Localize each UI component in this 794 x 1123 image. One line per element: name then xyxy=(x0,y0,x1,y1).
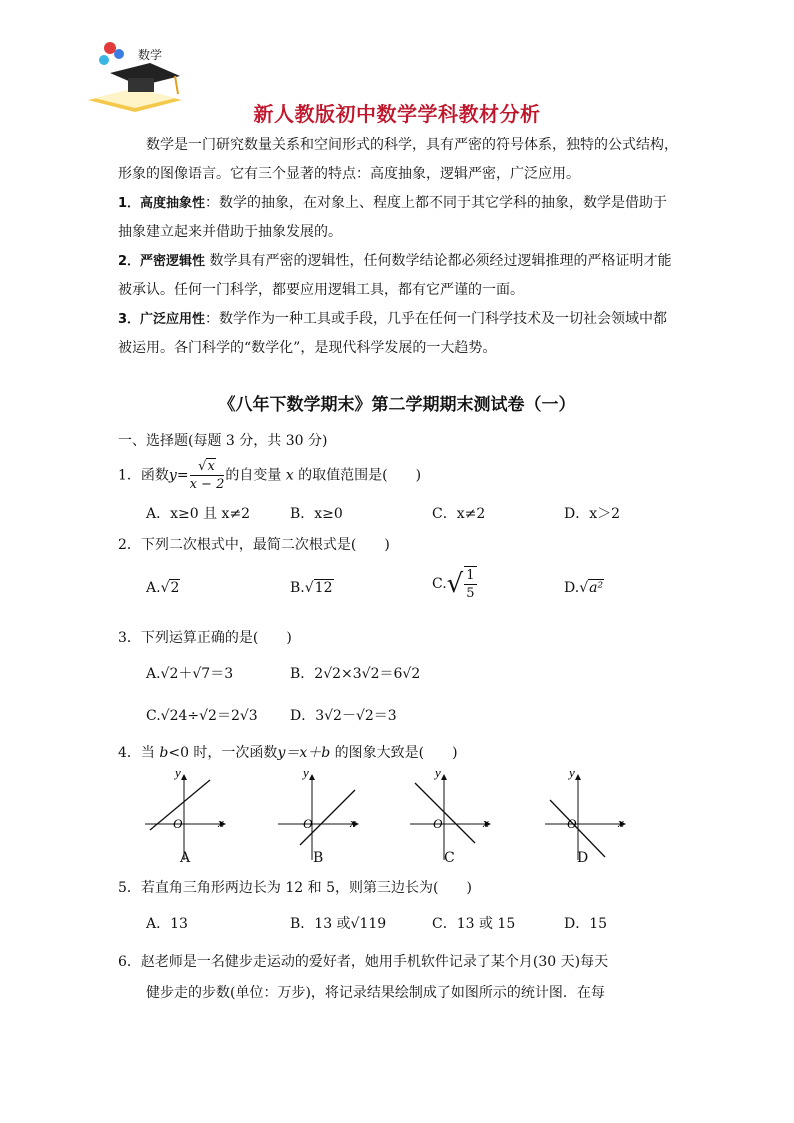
graph-label-c: C xyxy=(444,850,455,866)
feature-key: 2．严密逻辑性 xyxy=(118,254,206,269)
q-text: 4．当 xyxy=(118,745,155,761)
equation: y＝x＋b xyxy=(277,745,331,761)
intro-paragraph: 数学是一门研究数量关系和空间形式的科学，具有严密的符号体系，独特的公式结构，形象的图像语言。它有三个显著的特点：高度抽象，逻辑严密，广泛应用。 xyxy=(118,137,678,182)
q-text: 的图象大致是( ) xyxy=(334,745,458,761)
axis-x-label: x xyxy=(218,815,224,830)
graph-label-d: D xyxy=(577,850,589,866)
question-6-line1: 6．赵老师是一名健步走运动的爱好者，她用手机软件记录了某个月(30 天)每天 xyxy=(118,954,609,970)
radicand: 12 xyxy=(314,580,333,596)
fraction: $\frac{√x}{x - 2}$ xyxy=(189,459,225,492)
feature-3 xyxy=(118,305,678,363)
q-text: 的取值范围是( ) xyxy=(298,467,422,484)
axis-x-label: x xyxy=(350,815,356,830)
opt-label: A. xyxy=(146,580,161,596)
axis-x-label: x xyxy=(483,815,489,830)
question-3: 3．下列运算正确的是( ) xyxy=(118,630,292,646)
axis-x-label: x xyxy=(618,815,624,830)
axis-y-label: y xyxy=(175,765,181,780)
q-text: 函数 xyxy=(140,467,169,484)
q-number: 1． xyxy=(118,467,141,484)
question-1 xyxy=(118,458,421,493)
q2-option-a: A.√2 xyxy=(146,580,180,596)
q5-option-b: B．13 或√119 xyxy=(290,916,387,932)
opt-label: D. xyxy=(564,580,580,596)
graph-d xyxy=(545,765,625,860)
feature-text: 数学的抽象，在对象上、程度上都不同于其它学科的抽象，数学是借助于抽象建立起来并借助于抽象发展的。 xyxy=(118,195,668,240)
q1-option-c: C．x≠2 xyxy=(432,506,486,522)
q5-option-d: D．15 xyxy=(564,916,608,932)
graph-label-a: A xyxy=(180,850,191,866)
q5-option-c: C．13 或 15 xyxy=(432,916,516,932)
q1-option-a: A．x≥0 且 x≠2 xyxy=(146,506,251,522)
q-text: 的自变量 xyxy=(225,467,282,484)
q3-option-c: C.√24÷√2＝2√3 xyxy=(146,708,258,724)
q2-option-c: C.√ $\frac{1}{5}$ xyxy=(432,568,475,601)
equals: = xyxy=(176,467,189,484)
numerator: 1 xyxy=(466,568,475,583)
graph-label-b: B xyxy=(313,850,324,866)
denominator: 5 xyxy=(466,586,475,601)
var-x: x xyxy=(285,467,294,484)
feature-2 xyxy=(118,247,678,305)
feature-1 xyxy=(118,189,678,247)
logo-text: 数学 xyxy=(138,48,163,62)
q3-option-a: A.√2＋√7＝3 xyxy=(146,666,234,682)
radicand: 2 xyxy=(170,580,180,596)
q-text: <0 时，一次函数 xyxy=(168,745,278,761)
axis-y-label: y xyxy=(303,765,309,780)
q2-option-b: B.√12 xyxy=(290,580,333,596)
q5-option-a: A．13 xyxy=(146,916,188,932)
opt-label: B. xyxy=(290,580,305,596)
origin-label: O xyxy=(173,816,183,831)
feature-key: 3．广泛应用性 xyxy=(118,312,206,327)
q3-option-d: D．3√2－√2＝3 xyxy=(290,708,397,724)
question-4 xyxy=(118,742,458,762)
feature-text: 数学作为一种工具或手段，几乎在任何一门科学技术及一切社会领域中都被运用。各门科学的“数学化”，是现代科学发展的一大趋势。 xyxy=(118,311,668,356)
graph-c xyxy=(410,765,490,860)
q4-graphs xyxy=(140,765,640,865)
q1-option-b: B．x≥0 xyxy=(290,506,343,522)
var-y: y xyxy=(168,467,177,484)
graph-a xyxy=(145,765,225,860)
q3-option-b: B．2√2×3√2＝6√2 xyxy=(290,666,421,682)
feature-sep: ： xyxy=(205,311,220,327)
feature-sep: ： xyxy=(205,195,220,211)
feature-key: 1．高度抽象性 xyxy=(118,196,206,211)
feature-text: 数学具有严密的逻辑性，任何数学结论都必须经过逻辑推理的严格证明才能被承认。任何一门科学，都要应用逻辑工具，都有它严谨的一面。 xyxy=(118,253,672,298)
opt-label: C. xyxy=(432,576,447,592)
axis-y-label: y xyxy=(569,765,575,780)
denominator: x − 2 xyxy=(189,477,225,492)
origin-label: O xyxy=(433,816,443,831)
numerator: x xyxy=(207,459,215,474)
section-heading: 一、选择题(每题 3 分，共 30 分) xyxy=(118,433,328,449)
question-5: 5．若直角三角形两边长为 12 和 5，则第三边长为( ) xyxy=(118,880,472,896)
question-2: 2．下列二次根式中，最简二次根式是( ) xyxy=(118,537,390,553)
document-title: 新人教版初中数学学科教材分析 xyxy=(253,102,541,126)
q1-option-d: D．x＞2 xyxy=(564,506,621,522)
graph-b xyxy=(278,765,358,860)
question-6-line2: 健步走的步数(单位：万步)，将记录结果绘制成了如图所示的统计图．在每 xyxy=(146,985,605,1001)
exam-title: 《八年下数学期末》第二学期期末测试卷（一） xyxy=(218,395,576,415)
var-b: b xyxy=(159,745,169,761)
origin-label: O xyxy=(567,816,577,831)
axis-y-label: y xyxy=(435,765,441,780)
q2-option-d: D.√a² xyxy=(564,580,604,596)
origin-label: O xyxy=(303,816,313,831)
radicand: a² xyxy=(589,580,604,596)
